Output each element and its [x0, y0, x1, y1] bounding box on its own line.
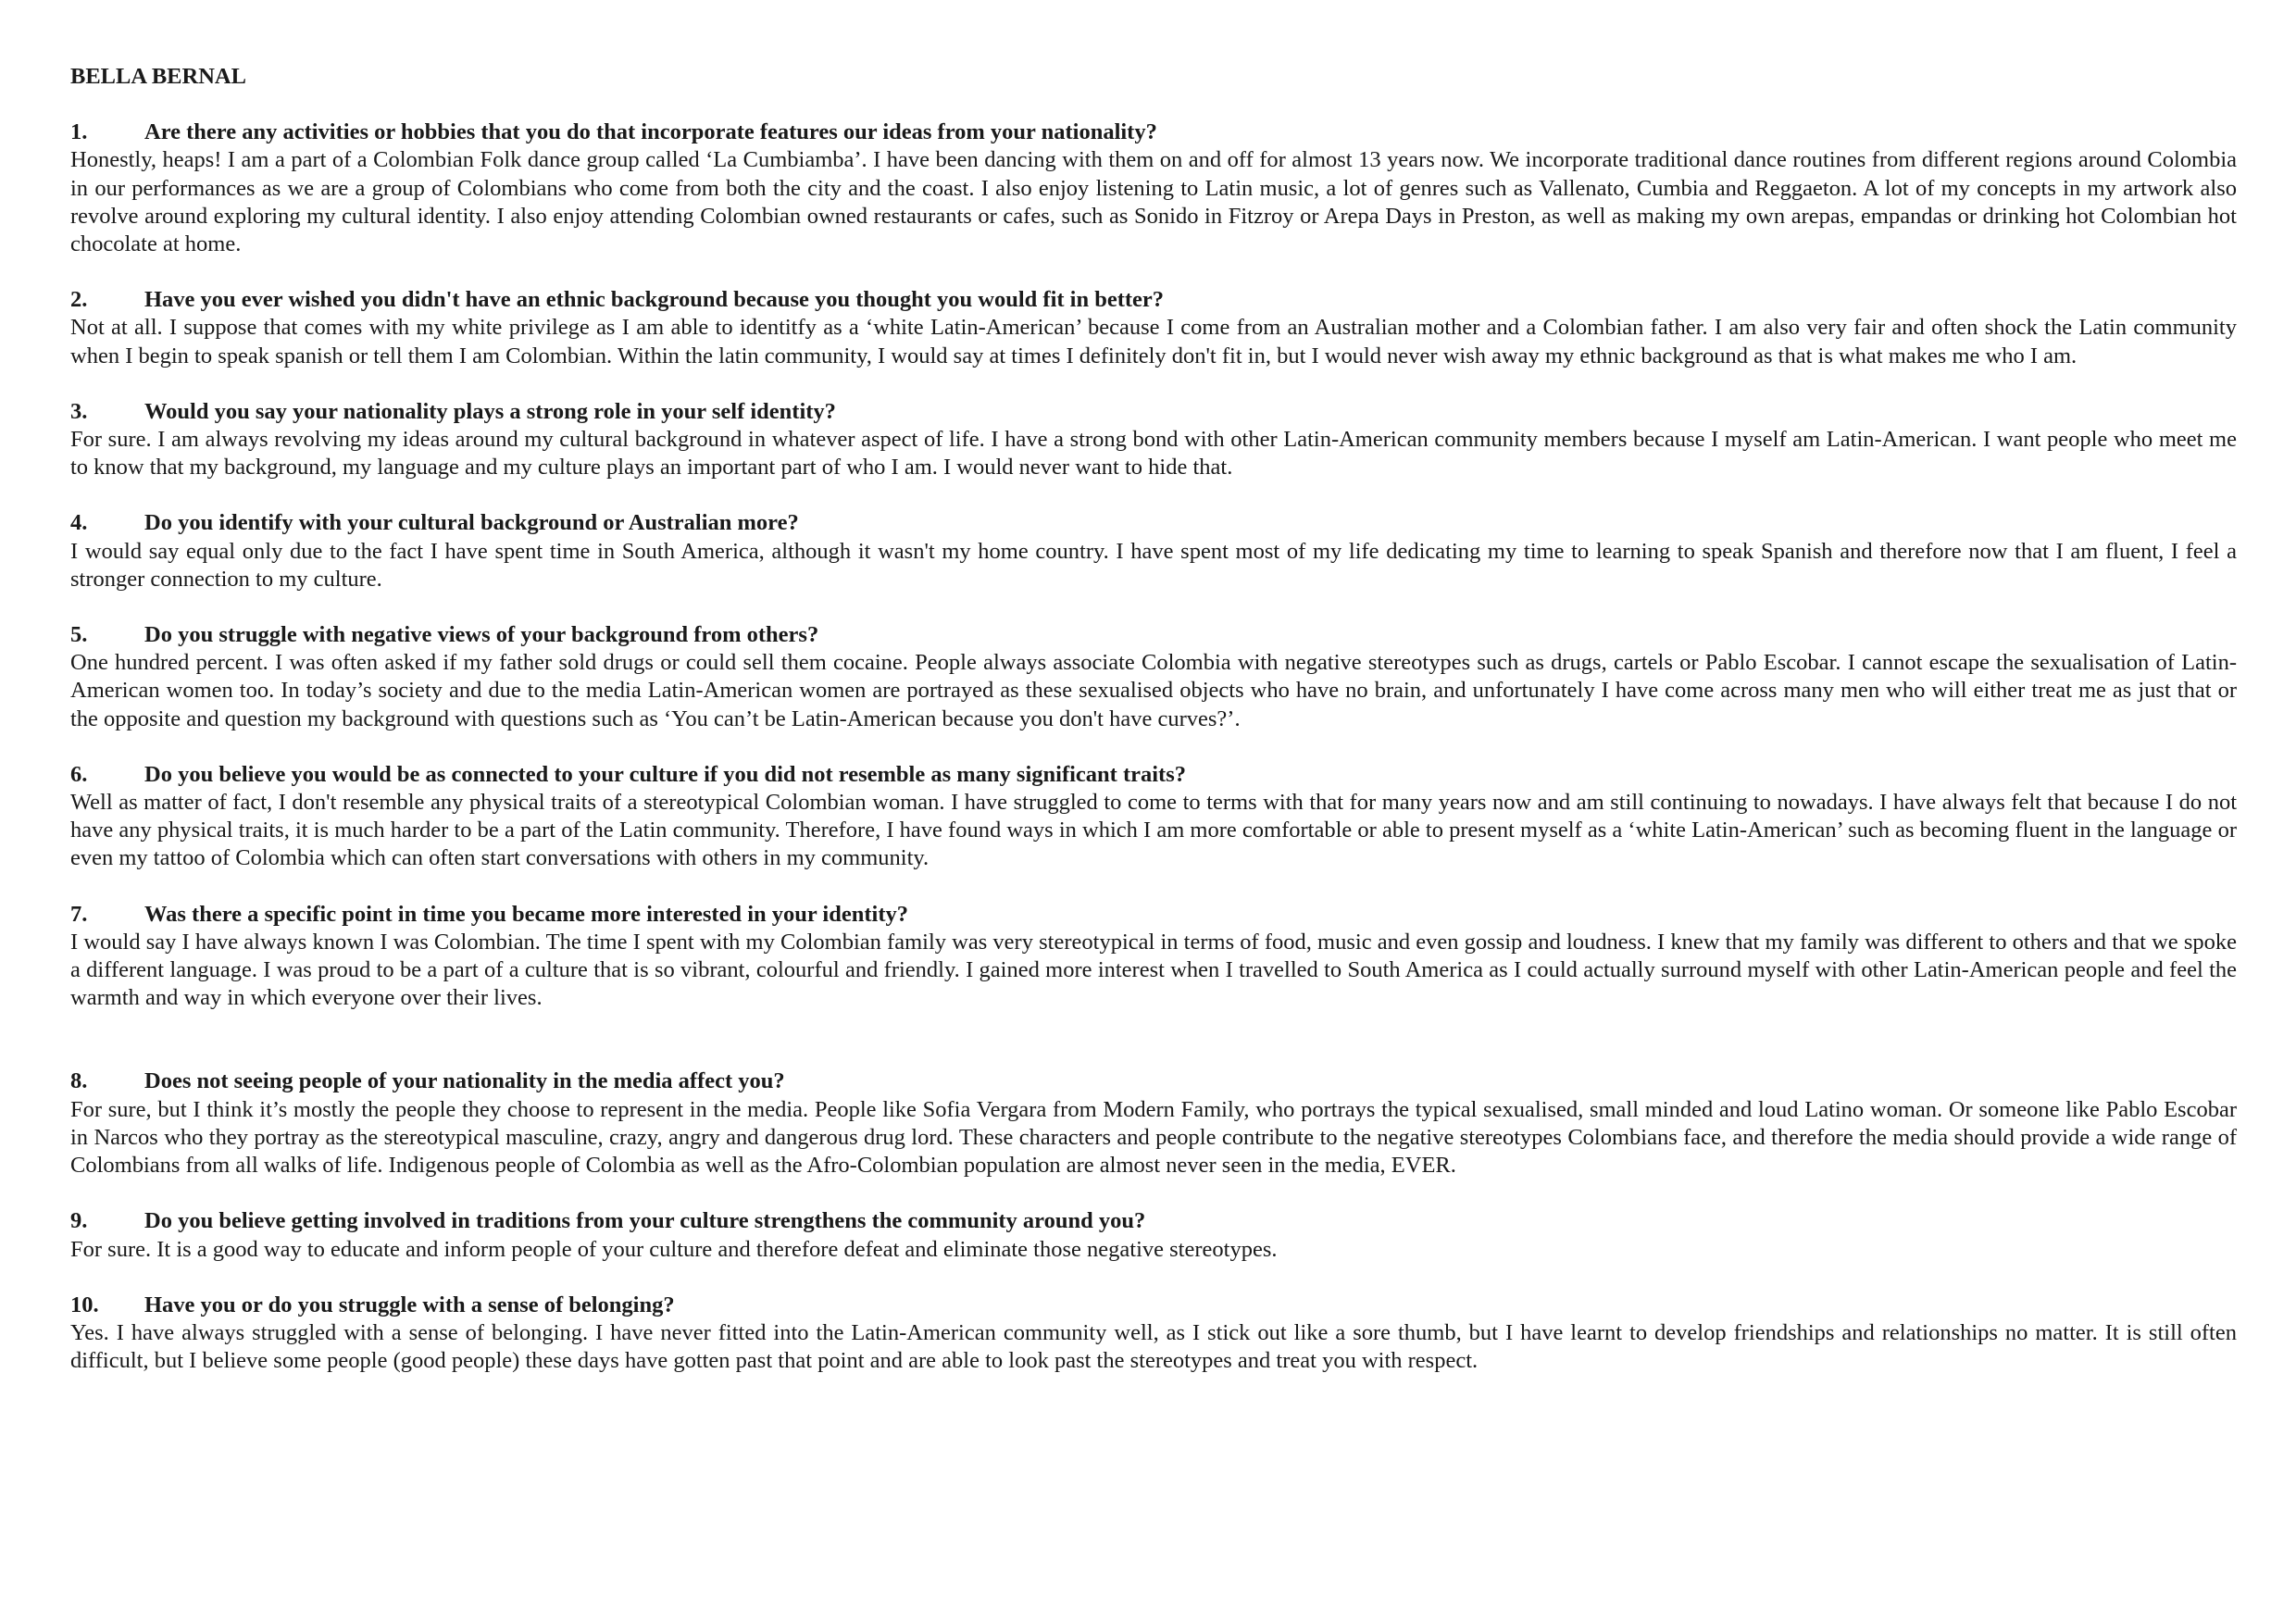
question-7 [70, 901, 2237, 929]
qa-item-3 [70, 398, 2237, 482]
question-text: Do you struggle with negative views of your background from others? [144, 622, 819, 648]
answer-7: I would say I have always known I was Colombian. The time I spent with my Colombian family was very stereotypical in terms of food, music and even gossip and loudness. I knew that my family was different to others and that we spoke a different language. I was proud to be a part of a culture that is so vibrant, colourful and friendly. I gained more interest when I travelled to South America as I could actually surround myself with other Latin-American people and feel the warmth and way in which everyone over their lives. [70, 929, 2237, 1011]
document-title: BELLA BERNAL [70, 64, 246, 89]
qa-item-1 [70, 119, 2237, 258]
answer-2: Not at all. I suppose that comes with my white privilege as I am able to identitfy as a ‘white Latin-American’ because I come from an Australian mother and a Colombian father. I am also very fair and often shock the Latin community when I begin to speak spanish or tell them I am Colombian. Within the latin community, I would say at times I definitely don't fit in, but I would never wish away my ethnic background as that is what makes me who I am. [70, 315, 2237, 368]
question-number: 6. [70, 761, 88, 787]
question-number: 2. [70, 287, 88, 313]
question-text: Was there a specific point in time you became more interested in your identity? [144, 901, 908, 927]
question-text: Does not seeing people of your nationality in the media affect you? [144, 1068, 785, 1094]
question-8 [70, 1067, 2237, 1095]
answer-5: One hundred percent. I was often asked if my father sold drugs or could sell them cocaine. People always associate Colombia with negative stereotypes such as drugs, cartels or Pablo Escobar. I cannot escape the sexualisation of Latin-American women too. In today’s society and due to the media Latin-American women are portrayed as these sexualised objects who have no brain, and unfortunately I have come across many men who will either treat me as just that or the opposite and question my background with questions such as ‘You can’t be Latin-American because you don't have curves?’. [70, 650, 2237, 731]
question-text: Have you or do you struggle with a sense of belonging? [144, 1292, 675, 1317]
question-1 [70, 119, 2237, 146]
answer-1: Honestly, heaps! I am a part of a Colombian Folk dance group called ‘La Cumbiamba’. I have been dancing with them on and off for almost 13 years now. We incorporate traditional dance routines from different regions around Colombia in our performances as we are a group of Colombians who come from both the city and the coast. I also enjoy listening to Latin music, a lot of genres such as Vallenato, Cumbia and Reggaeton. A lot of my concepts in my artwork also revolve around exploring my cultural identity. I also enjoy attending Colombian owned restaurants or cafes, such as Sonido in Fitzroy or Arepa Days in Preston, as well as making my own arepas, empandas or drinking hot Colombian hot chocolate at home. [70, 147, 2237, 257]
question-3 [70, 398, 2237, 426]
question-5 [70, 621, 2237, 649]
question-9 [70, 1207, 2237, 1235]
question-text: Do you identify with your cultural background or Australian more? [144, 510, 799, 536]
qa-item-8 [70, 1067, 2237, 1180]
question-number: 5. [70, 622, 88, 648]
question-text: Do you believe getting involved in traditions from your culture strengthens the community around you? [144, 1208, 1146, 1234]
answer-9: For sure. It is a good way to educate and inform people of your culture and therefore defeat and eliminate those negative stereotypes. [70, 1236, 1278, 1262]
question-number: 3. [70, 398, 88, 424]
qa-item-7 [70, 901, 2237, 1013]
answer-3: For sure. I am always revolving my ideas around my cultural background in whatever aspect of life. I have a strong bond with other Latin-American community members because I myself am Latin-American. I want people who meet me to know that my background, my language and my culture plays an important part of who I am. I would never want to hide that. [70, 427, 2237, 481]
question-number: 7. [70, 901, 88, 927]
answer-8: For sure, but I think it’s mostly the people they choose to represent in the media. People like Sofia Vergara from Modern Family, who portrays the typical sexualised, small minded and loud Latino woman. Or someone like Pablo Escobar in Narcos who they portray as the stereotypical masculine, crazy, angry and dangerous drug lord. These characters and people contribute to the negative stereotypes Colombians face, and therefore the media should provide a wide range of Colombians from all walks of life. Indigenous people of Colombia as well as the Afro-Colombian population are almost never seen in the media, EVER. [70, 1096, 2237, 1179]
document-page [70, 63, 2237, 1403]
answer-10: Yes. I have always struggled with a sense of belonging. I have never fitted into the Latin-American community well, as I stick out like a sore thumb, but I have learnt to develop friendships and relationships no matter. It is still often difficult, but I believe some people (good people) these days have gotten past that point and are able to look past the stereotypes and treat you with respect. [70, 1319, 2237, 1374]
question-4 [70, 509, 2237, 537]
question-2 [70, 286, 2237, 314]
qa-item-2 [70, 286, 2237, 370]
qa-item-9 [70, 1207, 2237, 1263]
qa-item-10 [70, 1292, 2237, 1376]
question-text: Would you say your nationality plays a strong role in your self identity? [144, 398, 836, 424]
question-6 [70, 761, 2237, 789]
question-10 [70, 1292, 2237, 1319]
question-number: 4. [70, 510, 88, 536]
question-text: Are there any activities or hobbies that you do that incorporate features our ideas from your nationality? [144, 119, 1157, 145]
qa-item-6 [70, 761, 2237, 873]
question-number: 9. [70, 1208, 88, 1234]
qa-item-4 [70, 509, 2237, 593]
question-text: Have you ever wished you didn't have an ethnic background because you thought you would fit in better? [144, 287, 1165, 313]
question-number: 10. [70, 1292, 99, 1317]
question-number: 8. [70, 1068, 88, 1094]
question-number: 1. [70, 119, 88, 145]
qa-item-5 [70, 621, 2237, 733]
answer-4: I would say equal only due to the fact I have spent time in South America, although it wasn't my home country. I have spent most of my life dedicating my time to learning to speak Spanish and therefore now that I am fluent, I feel a stronger connection to my culture. [70, 538, 2237, 592]
answer-6: Well as matter of fact, I don't resemble any physical traits of a stereotypical Colombian woman. I have struggled to come to terms with that for many years now and am still continuing to nowadays. I have always felt that because I do not have any physical traits, it is much harder to be a part of the Latin community. Therefore, I have found ways in which I am more comfortable or able to present myself as a ‘white Latin-American’ such as becoming fluent in the language or even my tattoo of Colombia which can often start conversations with others in my community. [70, 790, 2237, 871]
question-text: Do you believe you would be as connected to your culture if you did not resemble as many significant traits? [144, 761, 1186, 787]
